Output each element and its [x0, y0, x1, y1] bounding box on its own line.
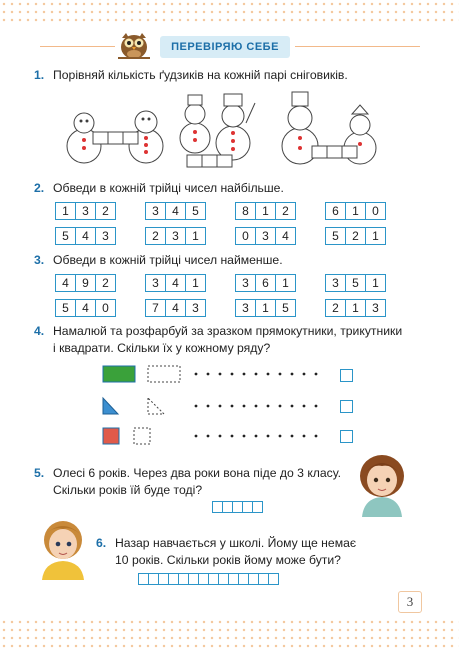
task3-number-cell[interactable]: 5	[56, 300, 76, 316]
task3-number-cell[interactable]: 4	[166, 300, 186, 316]
task2-number-cell[interactable]: 5	[326, 228, 346, 244]
task3-triplet[interactable]	[325, 299, 386, 317]
task-5-answer-cells[interactable]	[212, 501, 263, 513]
task2-number-cell[interactable]: 3	[102, 229, 109, 243]
task3-number-cell[interactable]: 1	[372, 276, 379, 290]
task-2-number: 2.	[34, 181, 45, 195]
task-5-number: 5.	[34, 466, 45, 480]
task2-number-cell[interactable]: 4	[166, 203, 186, 219]
grid-dot	[219, 405, 222, 408]
task-4-text-line1: Намалюй та розфарбуй за зразком прямокутники, трикутники	[53, 324, 403, 338]
task3-number-cell[interactable]: 3	[192, 301, 199, 315]
task2-number-cell[interactable]: 2	[282, 204, 289, 218]
task-1-number: 1.	[34, 68, 45, 82]
task3-number-cell[interactable]: 5	[346, 275, 366, 291]
grid-dot	[231, 405, 234, 408]
grid-dot	[243, 405, 246, 408]
task-4-text-line2: і квадрати. Скільки їх у кожному ряду?	[53, 341, 271, 355]
task3-number-cell[interactable]: 9	[76, 275, 96, 291]
grid-dot	[219, 435, 222, 438]
task2-number-cell[interactable]: 3	[146, 203, 166, 219]
task3-number-cell[interactable]: 1	[192, 276, 199, 290]
task2-number-cell[interactable]: 5	[192, 204, 199, 218]
grid-dot	[231, 435, 234, 438]
task2-number-cell[interactable]: 2	[146, 228, 166, 244]
task-6-text-line2: 10 років. Скільки років йому може бути?	[115, 553, 341, 567]
sample-triangle	[103, 398, 118, 414]
task3-number-cell[interactable]: 3	[146, 275, 166, 291]
task2-number-cell[interactable]: 4	[282, 229, 289, 243]
grid-dot	[195, 373, 198, 376]
task3-number-cell[interactable]: 3	[236, 275, 256, 291]
task3-number-cell[interactable]: 2	[102, 276, 109, 290]
task3-number-cell[interactable]: 6	[256, 275, 276, 291]
girl-illustration	[352, 452, 412, 517]
answer-box-rectangles[interactable]	[340, 369, 353, 382]
top-dot-border	[0, 0, 459, 22]
task-6-answer-cells[interactable]	[138, 573, 279, 585]
grid-dot	[243, 373, 246, 376]
task3-number-cell[interactable]: 1	[282, 276, 289, 290]
grid-dot	[315, 405, 318, 408]
task3-number-cell[interactable]: 3	[326, 275, 346, 291]
task2-triplet[interactable]	[235, 202, 296, 220]
task2-number-cell[interactable]: 6	[326, 203, 346, 219]
grid-dot	[195, 405, 198, 408]
header-line-left	[40, 46, 115, 47]
grid-dot	[255, 373, 258, 376]
task3-triplet[interactable]	[55, 274, 116, 292]
task2-number-cell[interactable]: 8	[236, 203, 256, 219]
task3-number-cell[interactable]: 2	[326, 300, 346, 316]
task2-number-cell[interactable]: 2	[102, 204, 109, 218]
task2-triplet[interactable]	[235, 227, 296, 245]
task3-number-cell[interactable]: 4	[56, 275, 76, 291]
page-number: 3	[398, 591, 422, 613]
task-6-number: 6.	[96, 536, 107, 550]
task-1-text: Порівняй кількість ґудзиків на кожній парі сніговиків.	[53, 68, 348, 82]
bottom-dot-border	[0, 618, 459, 650]
task2-number-cell[interactable]: 3	[256, 228, 276, 244]
task2-number-cell[interactable]: 2	[346, 228, 366, 244]
grid-dot	[207, 405, 210, 408]
grid-dot	[255, 405, 258, 408]
task-3-text: Обведи в кожній трійці чисел найменше.	[53, 253, 283, 267]
grid-dot	[279, 373, 282, 376]
task2-number-cell[interactable]: 1	[192, 229, 199, 243]
grid-dot	[207, 435, 210, 438]
task3-number-cell[interactable]: 1	[256, 300, 276, 316]
grid-dot	[291, 435, 294, 438]
task-3-number: 3.	[34, 253, 45, 267]
task2-number-cell[interactable]: 1	[346, 203, 366, 219]
task2-triplet[interactable]	[325, 227, 386, 245]
grid-dot	[207, 373, 210, 376]
task2-triplet[interactable]	[145, 227, 206, 245]
grid-dot	[195, 435, 198, 438]
task3-number-cell[interactable]: 0	[102, 301, 109, 315]
sample-rectangle	[103, 366, 135, 382]
task3-number-cell[interactable]: 5	[282, 301, 289, 315]
grid-dot	[231, 373, 234, 376]
answer-box-squares[interactable]	[340, 430, 353, 443]
shape-grid	[0, 360, 459, 450]
grid-dot	[279, 405, 282, 408]
task-5-text-line1: Олесі 6 років. Через два роки вона піде до 3 класу.	[53, 466, 342, 480]
task2-number-cell[interactable]: 1	[256, 203, 276, 219]
task3-triplet[interactable]	[235, 274, 296, 292]
task-6-text-line1: Назар навчається у школі. Йому ще немає	[115, 536, 357, 550]
header-line-right	[295, 46, 420, 47]
task2-number-cell[interactable]: 1	[56, 203, 76, 219]
answer-box-triangles[interactable]	[340, 400, 353, 413]
owl-icon	[116, 30, 152, 60]
grid-dot	[267, 373, 270, 376]
task2-number-cell[interactable]: 1	[372, 229, 379, 243]
task2-number-cell[interactable]: 0	[372, 204, 379, 218]
grid-dot	[243, 435, 246, 438]
task3-number-cell[interactable]: 7	[146, 300, 166, 316]
snowmen-illustration	[0, 88, 459, 178]
task3-triplet[interactable]	[145, 274, 206, 292]
task2-triplet[interactable]	[55, 202, 116, 220]
task-2-text: Обведи в кожній трійці чисел найбільше.	[53, 181, 284, 195]
task3-number-cell[interactable]: 4	[166, 275, 186, 291]
task3-triplet[interactable]	[235, 299, 296, 317]
grid-dot	[267, 405, 270, 408]
task2-number-cell[interactable]: 3	[76, 203, 96, 219]
task2-number-cell[interactable]: 0	[236, 228, 256, 244]
grid-dot	[303, 373, 306, 376]
grid-dot	[303, 435, 306, 438]
grid-dot	[315, 435, 318, 438]
task-4-number: 4.	[34, 324, 45, 338]
grid-dot	[267, 435, 270, 438]
grid-dot	[291, 373, 294, 376]
task3-triplet[interactable]	[55, 299, 116, 317]
task2-number-cell[interactable]: 5	[56, 228, 76, 244]
sample-square	[103, 428, 119, 444]
task2-triplet[interactable]	[145, 202, 206, 220]
task3-number-cell[interactable]: 3	[236, 300, 256, 316]
task3-number-cell[interactable]: 4	[76, 300, 96, 316]
grid-dot	[291, 405, 294, 408]
page-title: ПЕРЕВІРЯЮ СЕБЕ	[160, 36, 290, 58]
task3-number-cell[interactable]: 3	[372, 301, 379, 315]
grid-dot	[255, 435, 258, 438]
task2-triplet[interactable]	[325, 202, 386, 220]
task2-number-cell[interactable]: 4	[76, 228, 96, 244]
task3-number-cell[interactable]: 1	[346, 300, 366, 316]
task3-triplet[interactable]	[325, 274, 386, 292]
grid-dot	[279, 435, 282, 438]
task2-number-cell[interactable]: 3	[166, 228, 186, 244]
task2-triplet[interactable]	[55, 227, 116, 245]
task-5-text-line2: Скільки років їй буде тоді?	[53, 483, 203, 497]
grid-dot	[219, 373, 222, 376]
grid-dot	[315, 373, 318, 376]
task3-triplet[interactable]	[145, 299, 206, 317]
boy-illustration	[36, 518, 91, 580]
grid-dot	[303, 405, 306, 408]
